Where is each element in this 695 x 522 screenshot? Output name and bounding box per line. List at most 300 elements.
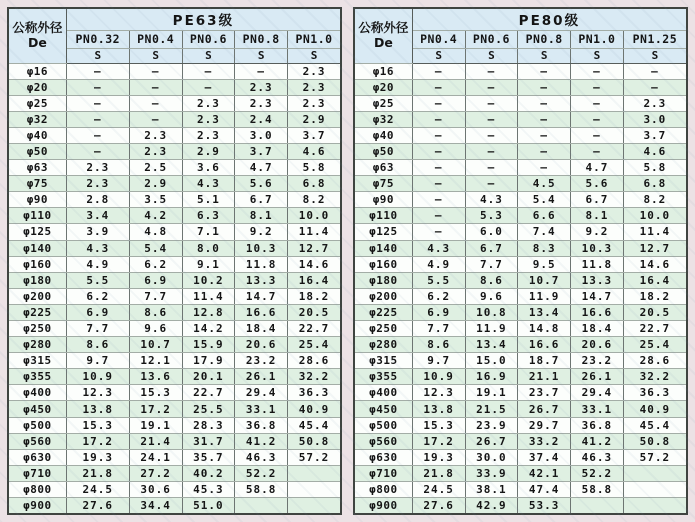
wall-thickness-cell: 29.4 (571, 385, 624, 401)
wall-thickness-cell: — (518, 79, 571, 95)
wall-thickness-cell: 42.1 (518, 465, 571, 481)
table-row (8, 481, 341, 497)
wall-thickness-cell: 9.6 (129, 321, 182, 337)
diameter-cell: φ125 (8, 224, 66, 240)
wall-thickness-cell: 17.9 (182, 353, 235, 369)
wall-thickness-cell: 46.3 (571, 449, 624, 465)
wall-thickness-cell: 45.3 (182, 481, 235, 497)
wall-thickness-cell: 12.1 (129, 353, 182, 369)
diameter-cell: φ400 (354, 385, 412, 401)
wall-thickness-cell: 3.4 (66, 208, 129, 224)
wall-thickness-cell: 4.7 (571, 160, 624, 176)
wall-thickness-cell: 10.9 (412, 369, 465, 385)
wall-thickness-cell: 21.1 (518, 369, 571, 385)
table-row (8, 401, 341, 417)
wall-thickness-cell: 6.8 (288, 176, 341, 192)
wall-thickness-cell: 12.8 (182, 304, 235, 320)
wall-thickness-cell (288, 481, 341, 497)
diameter-cell: φ63 (354, 160, 412, 176)
pn-column-header: PN0.32 (66, 30, 129, 48)
table-row (8, 369, 341, 385)
table-row (354, 224, 687, 240)
wall-thickness-cell (623, 465, 687, 481)
diameter-cell: φ450 (354, 401, 412, 417)
wall-thickness-cell: 13.6 (129, 369, 182, 385)
table-row (354, 465, 687, 481)
wall-thickness-cell: 28.6 (623, 353, 687, 369)
wall-thickness-cell: 13.4 (518, 304, 571, 320)
wall-thickness-cell (235, 498, 288, 514)
wall-thickness-cell: — (66, 111, 129, 127)
wall-thickness-cell: 14.7 (571, 288, 624, 304)
wall-thickness-cell: 23.2 (571, 353, 624, 369)
diameter-cell: φ16 (8, 63, 66, 79)
wall-thickness-cell: 2.3 (129, 127, 182, 143)
wall-thickness-cell: 22.7 (182, 385, 235, 401)
table-row (354, 353, 687, 369)
wall-thickness-cell: 11.8 (571, 256, 624, 272)
wall-thickness-cell: 2.3 (129, 143, 182, 159)
wall-thickness-cell: 17.2 (412, 433, 465, 449)
wall-thickness-cell: 27.6 (66, 498, 129, 514)
wall-thickness-cell: 15.9 (182, 337, 235, 353)
table-row (354, 208, 687, 224)
wall-thickness-cell: 6.2 (129, 256, 182, 272)
table-row (8, 127, 341, 143)
table-row (8, 176, 341, 192)
wall-thickness-cell: 19.1 (465, 385, 518, 401)
diameter-cell: φ355 (354, 369, 412, 385)
diameter-cell: φ40 (8, 127, 66, 143)
wall-thickness-cell: 26.7 (465, 433, 518, 449)
table-row (8, 160, 341, 176)
wall-thickness-cell: — (465, 111, 518, 127)
pn-column-header: PN0.8 (235, 30, 288, 48)
s-row-label: S (518, 48, 571, 63)
table-row (354, 288, 687, 304)
wall-thickness-cell: 18.4 (571, 321, 624, 337)
wall-thickness-cell: 25.4 (288, 337, 341, 353)
wall-thickness-cell: 10.3 (571, 240, 624, 256)
wall-thickness-cell: 58.8 (235, 481, 288, 497)
wall-thickness-cell: — (571, 79, 624, 95)
wall-thickness-cell: 20.6 (235, 337, 288, 353)
diameter-cell: φ450 (8, 401, 66, 417)
wall-thickness-cell: — (412, 160, 465, 176)
wall-thickness-cell: 6.7 (235, 192, 288, 208)
diameter-cell: φ280 (8, 337, 66, 353)
wall-thickness-cell: 5.6 (571, 176, 624, 192)
wall-thickness-cell: — (412, 79, 465, 95)
wall-thickness-cell: 5.6 (235, 176, 288, 192)
wall-thickness-cell: 57.2 (288, 449, 341, 465)
diameter-cell: φ900 (8, 498, 66, 514)
wall-thickness-cell (623, 498, 687, 514)
wall-thickness-cell: 6.2 (66, 288, 129, 304)
wall-thickness-cell: — (518, 160, 571, 176)
table-row (354, 79, 687, 95)
wall-thickness-cell: — (66, 79, 129, 95)
wall-thickness-cell: 10.3 (235, 240, 288, 256)
wall-thickness-cell: — (129, 95, 182, 111)
diameter-cell: φ225 (8, 304, 66, 320)
wall-thickness-cell: 4.3 (66, 240, 129, 256)
table-row (354, 433, 687, 449)
wall-thickness-cell: 12.7 (288, 240, 341, 256)
corner-header-subtitle: De (373, 34, 393, 50)
wall-thickness-cell: 2.3 (66, 176, 129, 192)
wall-thickness-cell: 21.8 (66, 465, 129, 481)
wall-thickness-cell: 8.6 (465, 272, 518, 288)
diameter-cell: φ90 (8, 192, 66, 208)
pn-column-header: PN1.0 (571, 30, 624, 48)
wall-thickness-cell: 17.2 (129, 401, 182, 417)
corner-header (8, 8, 66, 63)
wall-thickness-cell: 11.8 (235, 256, 288, 272)
diameter-cell: φ900 (354, 498, 412, 514)
diameter-cell: φ140 (8, 240, 66, 256)
wall-thickness-cell: 7.1 (182, 224, 235, 240)
table-row (354, 256, 687, 272)
wall-thickness-cell: 5.5 (66, 272, 129, 288)
wall-thickness-cell: — (571, 95, 624, 111)
table-row (8, 192, 341, 208)
diameter-cell: φ110 (8, 208, 66, 224)
pn-column-header: PN0.4 (129, 30, 182, 48)
wall-thickness-cell: 6.3 (182, 208, 235, 224)
corner-header (354, 8, 412, 63)
wall-thickness-cell: 36.8 (235, 417, 288, 433)
wall-thickness-cell: 57.2 (623, 449, 687, 465)
wall-thickness-cell: 27.6 (412, 498, 465, 514)
wall-thickness-cell: 15.0 (465, 353, 518, 369)
wall-thickness-cell: 2.8 (66, 192, 129, 208)
diameter-cell: φ630 (354, 449, 412, 465)
s-row-label: S (623, 48, 687, 63)
diameter-cell: φ200 (8, 288, 66, 304)
s-row-label: S (235, 48, 288, 63)
diameter-cell: φ25 (8, 95, 66, 111)
wall-thickness-cell: 2.3 (288, 79, 341, 95)
table-row (8, 385, 341, 401)
table-row (8, 240, 341, 256)
diameter-cell: φ280 (354, 337, 412, 353)
wall-thickness-cell: 40.2 (182, 465, 235, 481)
wall-thickness-cell: 5.4 (518, 192, 571, 208)
wall-thickness-cell: 7.7 (66, 321, 129, 337)
wall-thickness-cell: 6.0 (465, 224, 518, 240)
diameter-cell: φ140 (354, 240, 412, 256)
wall-thickness-cell: 14.6 (288, 256, 341, 272)
table-row (354, 143, 687, 159)
spec-table-pe80 (353, 7, 688, 515)
s-row-label: S (66, 48, 129, 63)
diameter-cell: φ800 (8, 481, 66, 497)
wall-thickness-cell: — (465, 143, 518, 159)
table-row (8, 95, 341, 111)
wall-thickness-cell: 4.7 (235, 160, 288, 176)
wall-thickness-cell: 16.4 (623, 272, 687, 288)
wall-thickness-cell: — (412, 208, 465, 224)
wall-thickness-cell: 16.6 (571, 304, 624, 320)
pn-column-header: PN1.25 (623, 30, 687, 48)
wall-thickness-cell: 4.3 (465, 192, 518, 208)
wall-thickness-cell: 20.5 (288, 304, 341, 320)
wall-thickness-cell: 28.3 (182, 417, 235, 433)
wall-thickness-cell: 34.4 (129, 498, 182, 514)
wall-thickness-cell: — (518, 63, 571, 79)
wall-thickness-cell: 3.9 (66, 224, 129, 240)
wall-thickness-cell: 23.2 (235, 353, 288, 369)
wall-thickness-cell: 13.3 (235, 272, 288, 288)
wall-thickness-cell: 4.8 (129, 224, 182, 240)
wall-thickness-cell: 23.7 (518, 385, 571, 401)
wall-thickness-cell: — (465, 176, 518, 192)
wall-thickness-cell: 3.6 (182, 160, 235, 176)
table-row (354, 401, 687, 417)
wall-thickness-cell: 6.8 (623, 176, 687, 192)
wall-thickness-cell: 10.2 (182, 272, 235, 288)
wall-thickness-cell: 37.4 (518, 449, 571, 465)
wall-thickness-cell: 41.2 (235, 433, 288, 449)
wall-thickness-cell: 3.5 (129, 192, 182, 208)
wall-thickness-cell: 3.7 (288, 127, 341, 143)
wall-thickness-cell: 20.1 (182, 369, 235, 385)
wall-thickness-cell: 7.7 (129, 288, 182, 304)
wall-thickness-cell: 2.3 (235, 79, 288, 95)
wall-thickness-cell: — (66, 95, 129, 111)
s-row-label: S (571, 48, 624, 63)
wall-thickness-cell: 22.7 (288, 321, 341, 337)
wall-thickness-cell: 2.5 (129, 160, 182, 176)
wall-thickness-cell: 15.3 (412, 417, 465, 433)
wall-thickness-cell: 33.1 (571, 401, 624, 417)
wall-thickness-cell: 19.3 (66, 449, 129, 465)
wall-thickness-cell: 21.8 (412, 465, 465, 481)
wall-thickness-cell: 45.4 (623, 417, 687, 433)
table-row (8, 321, 341, 337)
diameter-cell: φ50 (8, 143, 66, 159)
diameter-cell: φ400 (8, 385, 66, 401)
diameter-cell: φ710 (8, 465, 66, 481)
wall-thickness-cell: — (129, 79, 182, 95)
wall-thickness-cell: 6.9 (66, 304, 129, 320)
diameter-cell: φ200 (354, 288, 412, 304)
wall-thickness-cell: 28.6 (288, 353, 341, 369)
wall-thickness-cell: — (465, 95, 518, 111)
table-row (354, 63, 687, 79)
wall-thickness-cell: 35.7 (182, 449, 235, 465)
wall-thickness-cell: 6.9 (412, 304, 465, 320)
wall-thickness-cell: 9.5 (518, 256, 571, 272)
wall-thickness-cell: — (623, 79, 687, 95)
wall-thickness-cell: — (518, 111, 571, 127)
diameter-cell: φ25 (354, 95, 412, 111)
diameter-cell: φ560 (8, 433, 66, 449)
wall-thickness-cell: 2.3 (288, 63, 341, 79)
wall-thickness-cell: 14.6 (623, 256, 687, 272)
diameter-cell: φ315 (354, 353, 412, 369)
wall-thickness-cell: — (518, 95, 571, 111)
table-row (354, 176, 687, 192)
wall-thickness-cell: 11.9 (465, 321, 518, 337)
wall-thickness-cell: 24.5 (412, 481, 465, 497)
table-row (354, 481, 687, 497)
wall-thickness-cell: 3.7 (235, 143, 288, 159)
diameter-cell: φ90 (354, 192, 412, 208)
wall-thickness-cell: 18.7 (518, 353, 571, 369)
wall-thickness-cell: 17.2 (66, 433, 129, 449)
wall-thickness-cell: 16.6 (518, 337, 571, 353)
diameter-cell: φ160 (8, 256, 66, 272)
wall-thickness-cell: 5.8 (623, 160, 687, 176)
diameter-cell: φ560 (354, 433, 412, 449)
table-row (8, 208, 341, 224)
wall-thickness-cell: — (412, 63, 465, 79)
spec-table-pe63 (7, 7, 342, 515)
wall-thickness-cell: 15.3 (129, 385, 182, 401)
table-row (354, 304, 687, 320)
table-row (8, 465, 341, 481)
wall-thickness-cell: 11.4 (182, 288, 235, 304)
diameter-cell: φ800 (354, 481, 412, 497)
wall-thickness-cell: 2.3 (182, 95, 235, 111)
wall-thickness-cell: 47.4 (518, 481, 571, 497)
wall-thickness-cell: — (518, 127, 571, 143)
table-row (8, 288, 341, 304)
wall-thickness-cell: 2.3 (182, 111, 235, 127)
diameter-cell: φ180 (8, 272, 66, 288)
wall-thickness-cell: 14.8 (518, 321, 571, 337)
table-row (8, 353, 341, 369)
wall-thickness-cell: 8.1 (235, 208, 288, 224)
pn-column-header: PN0.6 (182, 30, 235, 48)
wall-thickness-cell: 51.0 (182, 498, 235, 514)
wall-thickness-cell: — (412, 176, 465, 192)
wall-thickness-cell: 12.3 (66, 385, 129, 401)
wall-thickness-cell: 11.9 (518, 288, 571, 304)
table-row (8, 337, 341, 353)
wall-thickness-cell: — (129, 63, 182, 79)
wall-thickness-cell: — (129, 111, 182, 127)
wall-thickness-cell: 33.2 (518, 433, 571, 449)
diameter-cell: φ160 (354, 256, 412, 272)
wall-thickness-cell: 13.8 (412, 401, 465, 417)
wall-thickness-cell: 7.7 (465, 256, 518, 272)
wall-thickness-cell: 8.2 (623, 192, 687, 208)
wall-thickness-cell: — (235, 63, 288, 79)
wall-thickness-cell: 5.3 (465, 208, 518, 224)
wall-thickness-cell: 9.2 (235, 224, 288, 240)
diameter-cell: φ63 (8, 160, 66, 176)
table-row (354, 417, 687, 433)
table-row (8, 304, 341, 320)
wall-thickness-cell: 2.9 (288, 111, 341, 127)
wall-thickness-cell: — (412, 224, 465, 240)
wall-thickness-cell: 12.3 (412, 385, 465, 401)
s-row-label: S (465, 48, 518, 63)
wall-thickness-cell: 36.8 (571, 417, 624, 433)
wall-thickness-cell: — (412, 111, 465, 127)
table-row (8, 224, 341, 240)
diameter-cell: φ710 (354, 465, 412, 481)
wall-thickness-cell: — (66, 127, 129, 143)
wall-thickness-cell (288, 498, 341, 514)
wall-thickness-cell: 4.6 (623, 143, 687, 159)
pn-column-header: PN0.6 (465, 30, 518, 48)
wall-thickness-cell: 24.5 (66, 481, 129, 497)
wall-thickness-cell: 6.7 (571, 192, 624, 208)
wall-thickness-cell: 8.2 (288, 192, 341, 208)
table-row (8, 79, 341, 95)
wall-thickness-cell: 8.6 (66, 337, 129, 353)
wall-thickness-cell: 46.3 (235, 449, 288, 465)
wall-thickness-cell: 4.9 (412, 256, 465, 272)
wall-thickness-cell: 10.8 (465, 304, 518, 320)
wall-thickness-cell: — (66, 143, 129, 159)
table-row (354, 95, 687, 111)
wall-thickness-cell: 4.9 (66, 256, 129, 272)
wall-thickness-cell: 4.5 (518, 176, 571, 192)
table-row (354, 127, 687, 143)
table-row (354, 385, 687, 401)
wall-thickness-cell: 24.1 (129, 449, 182, 465)
wall-thickness-cell: 2.3 (66, 160, 129, 176)
wall-thickness-cell: 50.8 (288, 433, 341, 449)
wall-thickness-cell: 8.6 (129, 304, 182, 320)
corner-header-title: 公称外径 (12, 20, 63, 36)
wall-thickness-cell: 10.0 (623, 208, 687, 224)
wall-thickness-cell: 30.6 (129, 481, 182, 497)
wall-thickness-cell: 25.4 (623, 337, 687, 353)
wall-thickness-cell: — (571, 127, 624, 143)
table-row (354, 498, 687, 514)
table-row (354, 449, 687, 465)
wall-thickness-cell: 3.7 (623, 127, 687, 143)
wall-thickness-cell: 33.9 (465, 465, 518, 481)
wall-thickness-cell: 9.6 (465, 288, 518, 304)
table-row (354, 160, 687, 176)
wall-thickness-cell: 10.7 (518, 272, 571, 288)
wall-thickness-cell: 31.7 (182, 433, 235, 449)
wall-thickness-cell: 29.4 (235, 385, 288, 401)
wall-thickness-cell: 9.2 (571, 224, 624, 240)
pn-column-header: PN0.4 (412, 30, 465, 48)
wall-thickness-cell: 7.4 (518, 224, 571, 240)
wall-thickness-cell: 19.1 (129, 417, 182, 433)
wall-thickness-cell: 36.3 (288, 385, 341, 401)
wall-thickness-cell: 5.4 (129, 240, 182, 256)
wall-thickness-cell: 8.6 (412, 337, 465, 353)
wall-thickness-cell: 6.2 (412, 288, 465, 304)
diameter-cell: φ75 (8, 176, 66, 192)
wall-thickness-cell: 6.7 (465, 240, 518, 256)
wall-thickness-cell: 7.7 (412, 321, 465, 337)
s-row-label: S (412, 48, 465, 63)
wall-thickness-cell: 10.9 (66, 369, 129, 385)
wall-thickness-cell: — (465, 160, 518, 176)
wall-thickness-cell: 58.8 (571, 481, 624, 497)
wall-thickness-cell: 33.1 (235, 401, 288, 417)
wall-thickness-cell: 22.7 (623, 321, 687, 337)
wall-thickness-cell: 23.9 (465, 417, 518, 433)
wall-thickness-cell: — (412, 95, 465, 111)
wall-thickness-cell: 2.9 (129, 176, 182, 192)
table-row (8, 111, 341, 127)
wall-thickness-cell (288, 465, 341, 481)
wall-thickness-cell: 4.6 (288, 143, 341, 159)
corner-header-title: 公称外径 (358, 20, 409, 36)
